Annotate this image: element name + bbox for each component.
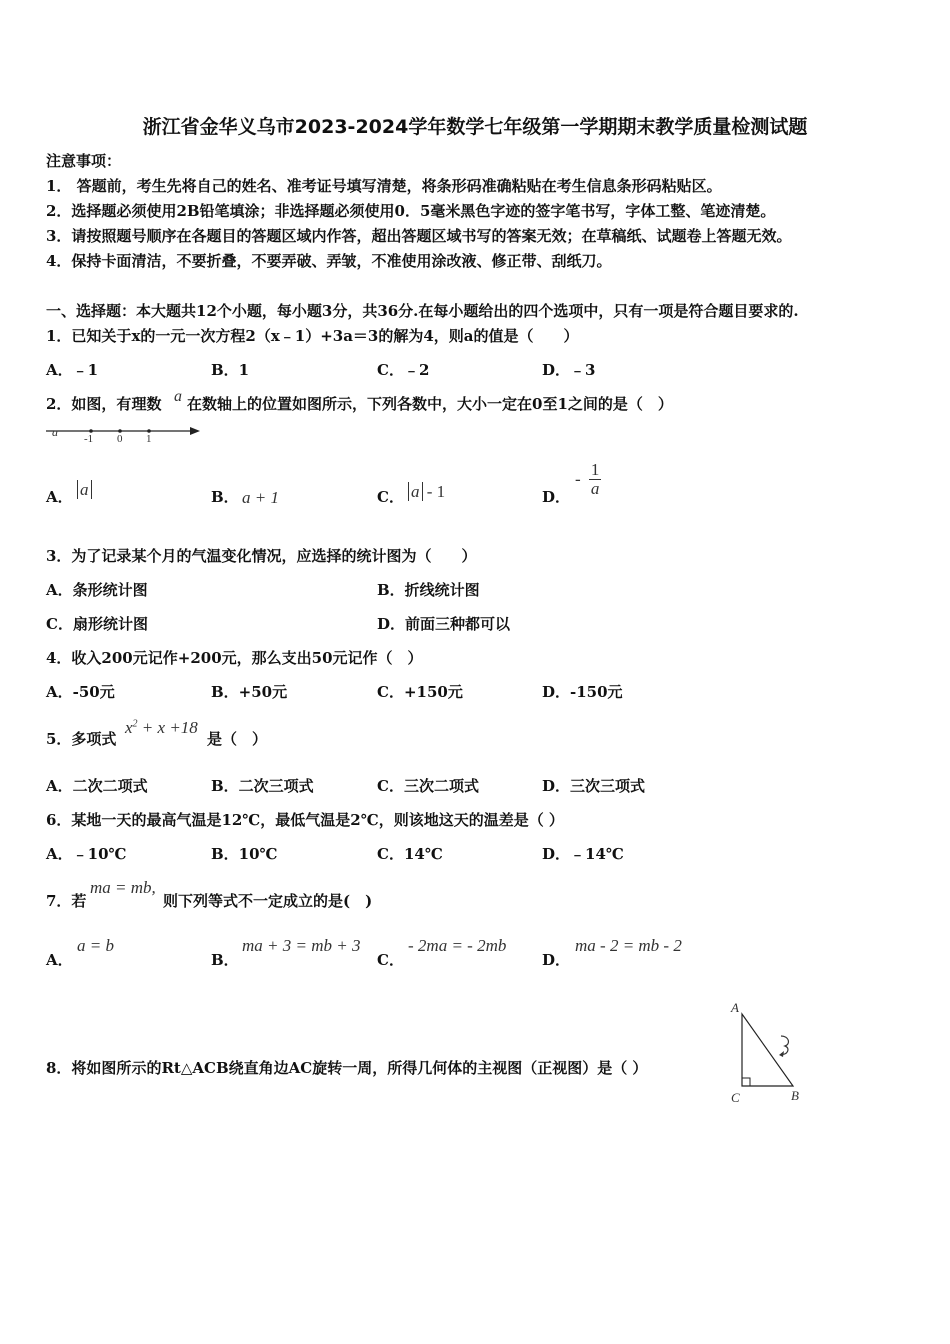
notice-heading: 注意事项： <box>46 152 122 170</box>
denominator: a <box>590 479 600 498</box>
q5-option-b: B．二次三项式 <box>211 777 314 795</box>
axis-label-one: 1 <box>146 433 152 445</box>
q7-option-c-expr: - 2ma = - 2mb <box>408 936 507 955</box>
q2-option-a-expr <box>77 480 92 500</box>
q7-label-c: C． <box>377 951 404 969</box>
abs-a: a <box>408 482 423 501</box>
notice-item: 4．保持卡面清洁，不要折叠，不要弄破、弄皱，不准使用涂改液、修正带、刮纸刀。 <box>46 252 612 270</box>
fraction <box>589 461 602 498</box>
question-7-stem-start: 7．若 <box>46 892 87 910</box>
q7-option-a-expr: a = b <box>77 936 114 955</box>
q1-option-b: B．1 <box>211 361 250 379</box>
axis-label-zero: 0 <box>117 433 123 445</box>
q3-option-a: A．条形统计图 <box>46 581 148 599</box>
q3-option-b: B．折线统计图 <box>377 581 480 599</box>
q5-option-a: A．二次二项式 <box>46 777 148 795</box>
q2-label-d: D． <box>542 488 571 506</box>
numerator: 1 <box>590 460 600 479</box>
question-8-stem: 8．将如图所示的Rt△ACB绕直角边AC旋转一周，所得几何体的主视图（正视图）是（ ） <box>46 1059 648 1077</box>
number-line-figure <box>44 420 204 446</box>
minus-one: - 1 <box>426 482 446 501</box>
q3-option-c: C．扇形统计图 <box>46 615 148 633</box>
q4-option-b: B．+50元 <box>211 683 288 701</box>
question-5-stem-end: 是（ ） <box>207 730 268 748</box>
q5-polynomial <box>125 718 198 738</box>
q7-label-d: D． <box>542 951 571 969</box>
q3-option-d: D．前面三种都可以 <box>377 615 511 633</box>
axis-label-neg1: -1 <box>84 433 94 445</box>
q1-option-a: A．﹣1 <box>46 361 99 379</box>
q6-option-c: C．14℃ <box>377 845 443 863</box>
q2-option-c-expr <box>408 482 445 502</box>
page-title: 浙江省金华义乌市2023-2024学年数学七年级第一学期期末教学质量检测试题 <box>142 116 808 138</box>
q2-label-a: A． <box>46 488 73 506</box>
vertex-label-a: A <box>731 1000 739 1015</box>
q7-option-d-expr: ma - 2 = mb - 2 <box>575 936 682 955</box>
axis-label-a: a <box>52 425 58 439</box>
question-7-stem-end: 则下列等式不一定成立的是( ) <box>163 892 373 910</box>
q7-label-a: A． <box>46 951 73 969</box>
q2-label-c: C． <box>377 488 404 506</box>
question-2-stem-end: 在数轴上的位置如图所示，下列各数中，大小一定在0至1之间的是（ ） <box>187 395 673 413</box>
q4-option-d: D．-150元 <box>542 683 623 701</box>
notice-item: 3．请按照题号顺序在各题目的答题区域内作答，超出答题区域书写的答案无效；在草稿纸、试题卷上答题无效。 <box>46 227 792 245</box>
q7-condition: ma = mb, <box>90 878 156 897</box>
polynomial-rest: + x +18 <box>141 718 198 737</box>
minus-sign: - <box>575 469 581 489</box>
question-5-stem-start: 5．多项式 <box>46 730 117 748</box>
vertex-label-c: C <box>731 1090 740 1105</box>
question-4-stem: 4．收入200元记作+200元，那么支出50元记作（ ） <box>46 649 423 667</box>
notice-item: 2．选择题必须使用2B铅笔填涂；非选择题必须使用0．5毫米黑色字迹的签字笔书写，字体工整、笔迹清楚。 <box>46 202 776 220</box>
q5-option-d: D．三次三项式 <box>542 777 646 795</box>
abs-a: a <box>77 480 92 499</box>
notice-item: 1． 答题前，考生先将自己的姓名、准考证号填写清楚，将条形码准确粘贴在考生信息条形码粘贴区。 <box>46 177 722 195</box>
question-3-stem: 3．为了记录某个月的气温变化情况，应选择的统计图为（ ） <box>46 547 477 565</box>
q2-variable: a <box>174 388 182 405</box>
section-heading: 一、选择题：本大题共12个小题，每小题3分，共36分.在每小题给出的四个选项中，只有一项是符合题目要求的. <box>46 302 799 320</box>
right-triangle-figure <box>725 998 810 1108</box>
q4-option-c: C．+150元 <box>377 683 463 701</box>
q2-option-b-expr: a + 1 <box>242 488 279 507</box>
q6-option-b: B．10℃ <box>211 845 278 863</box>
q2-label-b: B． <box>211 488 239 506</box>
q1-option-c: C．﹣2 <box>377 361 430 379</box>
q5-option-c: C．三次二项式 <box>377 777 479 795</box>
q7-option-b-expr: ma + 3 = mb + 3 <box>242 936 361 955</box>
question-2-stem-start: 2．如图，有理数 <box>46 395 162 413</box>
x-squared: $x^2$ <box>125 718 138 737</box>
q2-option-d-expr <box>575 461 601 498</box>
q6-option-a: A．﹣10℃ <box>46 845 127 863</box>
question-6-stem: 6．某地一天的最高气温是12℃，最低气温是2℃，则该地这天的温差是（ ） <box>46 811 564 829</box>
question-1-stem: 1．已知关于x的一元一次方程2（x﹣1）+3a＝3的解为4，则a的值是（ ） <box>46 327 579 345</box>
q1-option-d: D．﹣3 <box>542 361 596 379</box>
q7-label-b: B． <box>211 951 239 969</box>
vertex-label-b: B <box>791 1088 799 1103</box>
q6-option-d: D．﹣14℃ <box>542 845 624 863</box>
q4-option-a: A．-50元 <box>46 683 115 701</box>
